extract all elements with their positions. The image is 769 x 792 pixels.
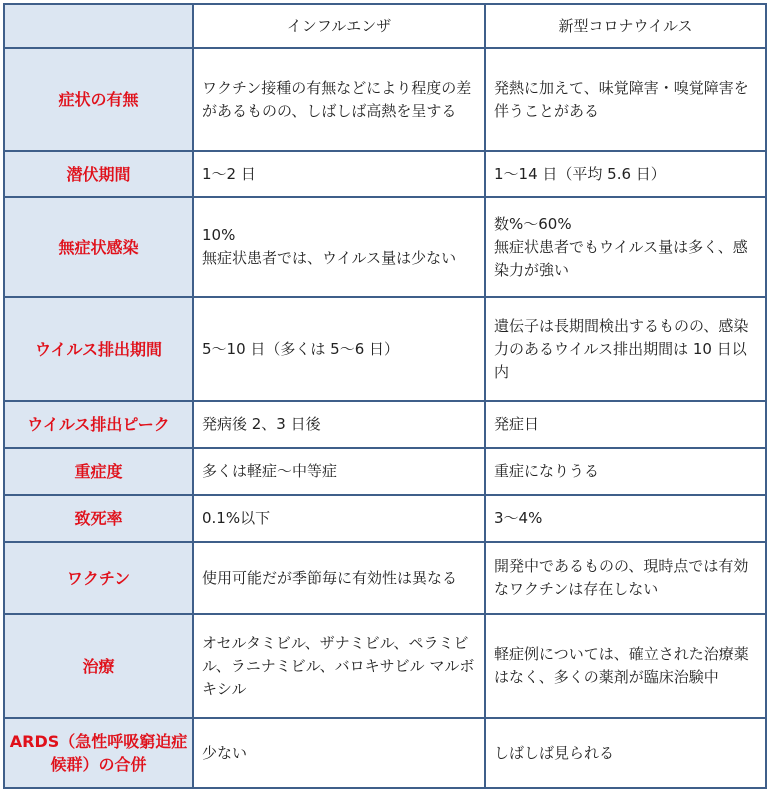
covid-cell: 遺伝子は長期間検出するものの、感染力のあるウイルス排出期間は 10 日以内	[485, 297, 766, 401]
row-label: 潜伏期間	[4, 151, 193, 197]
influenza-cell: 多くは軽症〜中等症	[193, 448, 485, 495]
row-label: 治療	[4, 614, 193, 718]
header-row	[4, 4, 766, 48]
row-label: 無症状感染	[4, 197, 193, 297]
table-row	[4, 495, 766, 542]
row-label: ワクチン	[4, 542, 193, 614]
covid-cell: 3〜4%	[485, 495, 766, 542]
influenza-cell: 少ない	[193, 718, 485, 788]
influenza-cell: 1〜2 日	[193, 151, 485, 197]
table-row	[4, 542, 766, 614]
covid-cell: 発熱に加えて、味覚障害・嗅覚障害を伴うことがある	[485, 48, 766, 151]
table-row	[4, 197, 766, 297]
influenza-cell: 5〜10 日（多くは 5〜6 日）	[193, 297, 485, 401]
row-label: ARDS（急性呼吸窮迫症候群）の合併	[4, 718, 193, 788]
column-header-influenza: インフルエンザ	[193, 4, 485, 48]
row-label: 致死率	[4, 495, 193, 542]
covid-cell: 開発中であるものの、現時点では有効なワクチンは存在しない	[485, 542, 766, 614]
table-row	[4, 614, 766, 718]
covid-cell: 軽症例については、確立された治療薬はなく、多くの薬剤が臨床治験中	[485, 614, 766, 718]
influenza-cell: オセルタミビル、ザナミビル、ペラミビル、ラニナミビル、バロキサビル マルボキシル	[193, 614, 485, 718]
influenza-cell: 発病後 2、3 日後	[193, 401, 485, 448]
row-label: 重症度	[4, 448, 193, 495]
corner-cell	[4, 4, 193, 48]
comparison-table	[3, 3, 767, 789]
table-row	[4, 48, 766, 151]
column-header-covid: 新型コロナウイルス	[485, 4, 766, 48]
covid-cell: 1〜14 日（平均 5.6 日）	[485, 151, 766, 197]
table-row	[4, 297, 766, 401]
influenza-cell	[193, 197, 485, 297]
influenza-cell: 0.1%以下	[193, 495, 485, 542]
table-row	[4, 151, 766, 197]
row-label: 症状の有無	[4, 48, 193, 151]
table-row	[4, 448, 766, 495]
covid-note: 無症状患者でもウイルス量は多く、感染力が強い	[494, 237, 748, 279]
covid-cell: 発症日	[485, 401, 766, 448]
influenza-rate: 10%	[202, 226, 236, 244]
covid-cell	[485, 197, 766, 297]
influenza-cell: 使用可能だが季節毎に有効性は異なる	[193, 542, 485, 614]
influenza-cell: ワクチン接種の有無などにより程度の差があるものの、しばしば高熱を呈する	[193, 48, 485, 151]
covid-cell: しばしば見られる	[485, 718, 766, 788]
covid-cell: 重症になりうる	[485, 448, 766, 495]
table-row	[4, 718, 766, 788]
covid-rate: 数%〜60%	[494, 214, 572, 233]
row-label: ウイルス排出期間	[4, 297, 193, 401]
row-label: ウイルス排出ピーク	[4, 401, 193, 448]
comparison-table-container	[3, 3, 767, 789]
influenza-note: 無症状患者では、ウイルス量は少ない	[202, 249, 457, 267]
table-row	[4, 401, 766, 448]
